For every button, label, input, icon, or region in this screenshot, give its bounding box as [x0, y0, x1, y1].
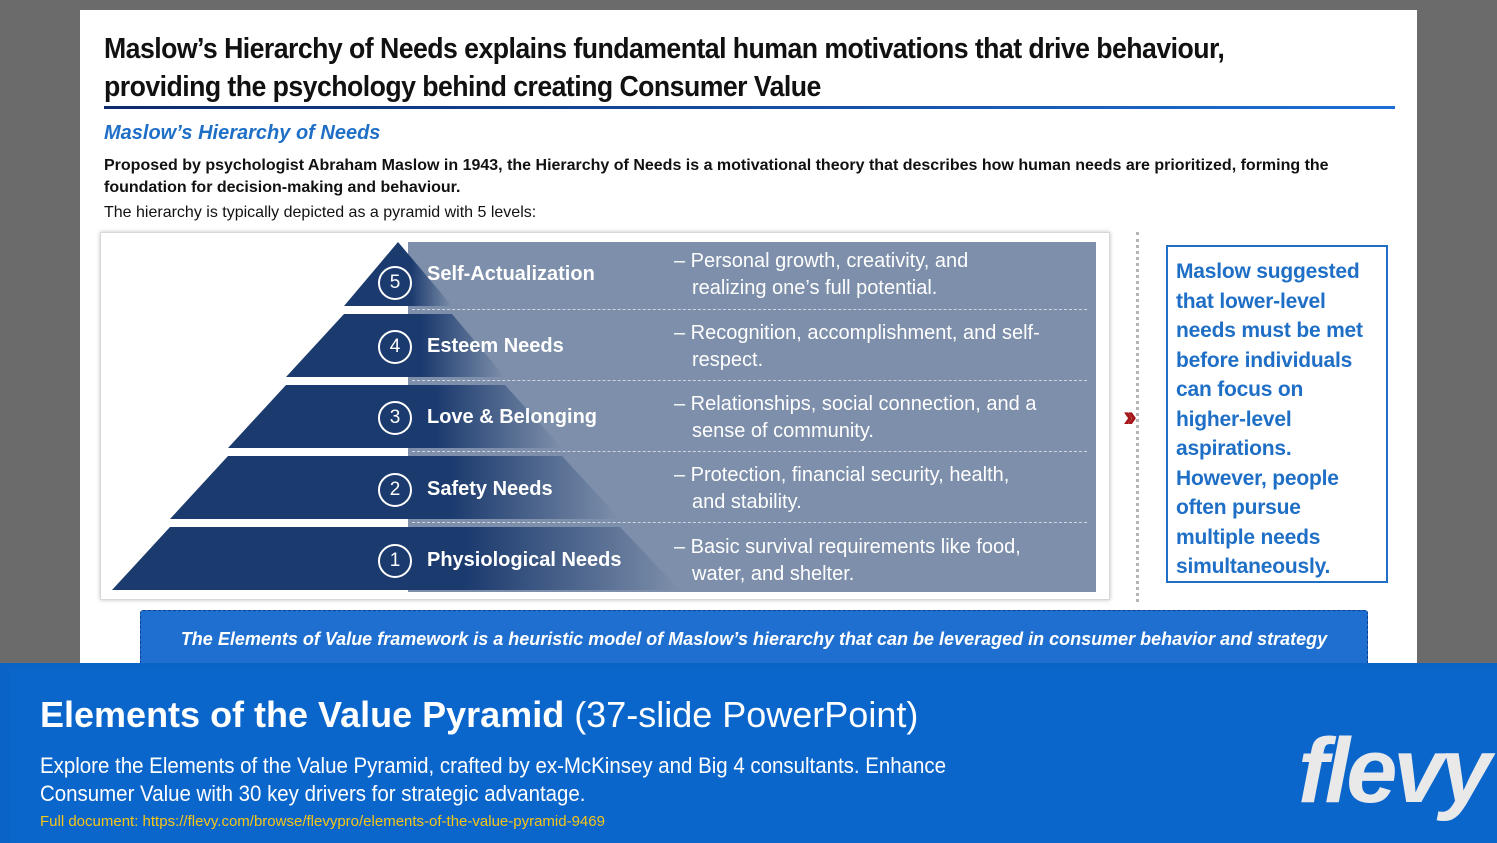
level-1-name: Physiological Needs	[427, 549, 622, 571]
intro-subtext: The hierarchy is typically depicted as a pyramid with 5 levels:	[104, 204, 537, 221]
level-5-desc-line1: – Personal growth, creativity, and	[674, 250, 969, 272]
flevy-logo[interactable]: flevy	[1298, 720, 1488, 822]
level-4-desc-line2: respect.	[692, 349, 764, 371]
level-2-name: Safety Needs	[427, 478, 553, 500]
level-2-description	[674, 462, 1094, 516]
intro-text: Proposed by psychologist Abraham Maslow in 1943, the Hierarchy of Needs is a motivational theory that describes how human needs are prioritized, forming the foundation for decision-making and behaviour.	[104, 157, 1329, 196]
level-2-desc-line2: and stability.	[692, 491, 802, 513]
level-3-desc-line2: sense of community.	[692, 420, 874, 442]
level-5-number: 5	[378, 266, 412, 300]
banner-text: The Elements of Value framework is a heuristic model of Maslow’s hierarchy that can be leveraged in consumer behavior and strategy	[180, 629, 1328, 649]
pyramid-graphic	[80, 10, 1120, 610]
slide-title-line1: Maslow’s Hierarchy of Needs explains fundamental human motivations that drive behaviour,	[104, 33, 1225, 65]
level-3-number: 3	[378, 401, 412, 435]
level-2-number: 2	[378, 473, 412, 507]
footer-panel	[10, 668, 1497, 843]
level-1-desc-line1: – Basic survival requirements like food,	[674, 536, 1021, 558]
level-5-desc-line2: realizing one’s full potential.	[692, 277, 938, 299]
level-1-number: 1	[378, 544, 412, 578]
slide-title-line2: providing the psychology behind creating Consumer Value	[104, 71, 821, 103]
level-2-desc-line1: – Protection, financial security, health,	[674, 464, 1010, 486]
document-link[interactable]: Full document: https://flevy.com/browse/flevypro/elements-of-the-value-pyramid-9469	[40, 813, 605, 830]
document-description: Explore the Elements of the Value Pyramid, crafted by ex-McKinsey and Big 4 consultants. Enhance Consumer Value with 30 key drivers for strategic advantage.	[40, 753, 947, 806]
level-separator	[412, 309, 1087, 310]
vertical-divider	[1136, 232, 1139, 602]
slide	[80, 10, 1417, 670]
level-separator	[412, 522, 1087, 523]
document-title	[40, 694, 918, 736]
level-separator	[412, 380, 1087, 381]
level-4-name: Esteem Needs	[427, 335, 564, 357]
double-chevron-right-icon: ››	[1123, 400, 1131, 433]
callout-box: Maslow suggested that lower-level needs must be met before individuals can focus on higher-level aspirations. However, people often pursue multiple needs simultaneously.	[1166, 245, 1388, 583]
level-5-name: Self-Actualization	[427, 263, 595, 285]
level-3-description	[674, 391, 1094, 445]
level-3-name: Love & Belonging	[427, 406, 597, 428]
level-4-description	[674, 320, 1094, 374]
document-title-slides: (37-slide PowerPoint)	[564, 694, 919, 735]
level-4-desc-line1: – Recognition, accomplishment, and self-	[674, 322, 1040, 344]
level-5-description	[674, 248, 1094, 302]
level-4-number: 4	[378, 330, 412, 364]
footer-bar	[0, 663, 1497, 843]
level-1-description	[674, 534, 1094, 588]
level-separator	[412, 451, 1087, 452]
level-1-desc-line2: water, and shelter.	[692, 563, 855, 585]
level-3-desc-line1: – Relationships, social connection, and a	[674, 393, 1037, 415]
document-title-main: Elements of the Value Pyramid	[40, 694, 565, 735]
section-heading: Maslow’s Hierarchy of Needs	[104, 122, 381, 144]
